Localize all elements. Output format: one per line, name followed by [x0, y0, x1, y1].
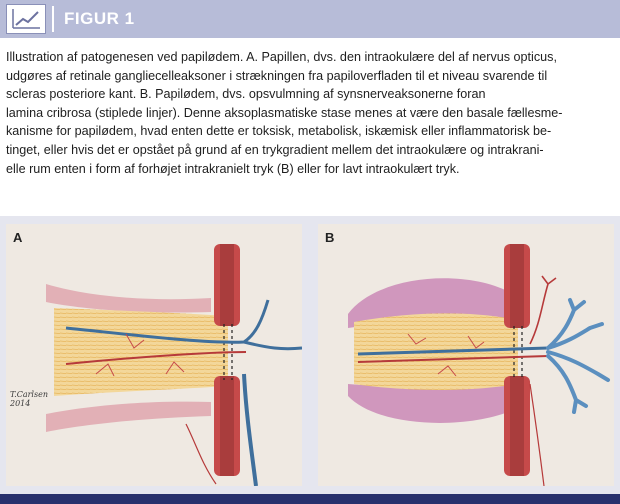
footer-bar: [0, 494, 620, 504]
optic-nerve-illustration-b: [318, 224, 614, 486]
artist-signature: T.Carlsen 2014: [10, 390, 48, 408]
caption-line: scleras posteriore kant. B. Papilødem, dvs. opsvulmning af synsnerveaksonerne foran: [6, 87, 486, 102]
panel-label-a: A: [13, 230, 23, 245]
caption-line: lamina cribrosa (stiplede linjer). Denne aksoplasmatiske stase menes at være den basale fællesme-: [6, 105, 563, 120]
header-separator: [52, 6, 54, 32]
illustration-panel-b: [318, 224, 614, 486]
panel-label-b: B: [325, 230, 335, 245]
figure-title: FIGUR 1: [64, 9, 135, 28]
figure-caption: [6, 48, 616, 178]
figure-header: [0, 0, 620, 38]
optic-nerve-illustration-a: [6, 224, 302, 486]
caption-line: elle rum enten i form af forhøjet intrakranielt tryk (B) eller for lavt intraokulært tryk.: [6, 161, 460, 176]
caption-line: tinget, eller hvis det er opstået på grund af en trykgradient mellem det intraokulære og intrakrani-: [6, 142, 544, 157]
illustration-panel-a: [6, 224, 302, 486]
caption-line: udgøres af retinale gangliecelleaksoner i strækningen fra papiloverfladen til et niveau svarende til: [6, 68, 548, 83]
caption-line: kanisme for papilødem, hvad enten dette er toksisk, metabolisk, iskæmisk eller inflammatorisk be-: [6, 124, 552, 139]
line-chart-icon: [6, 4, 46, 34]
caption-line: Illustration af patogenesen ved papilødem. A. Papillen, dvs. den intraokulære del af nervus opticus,: [6, 50, 557, 64]
